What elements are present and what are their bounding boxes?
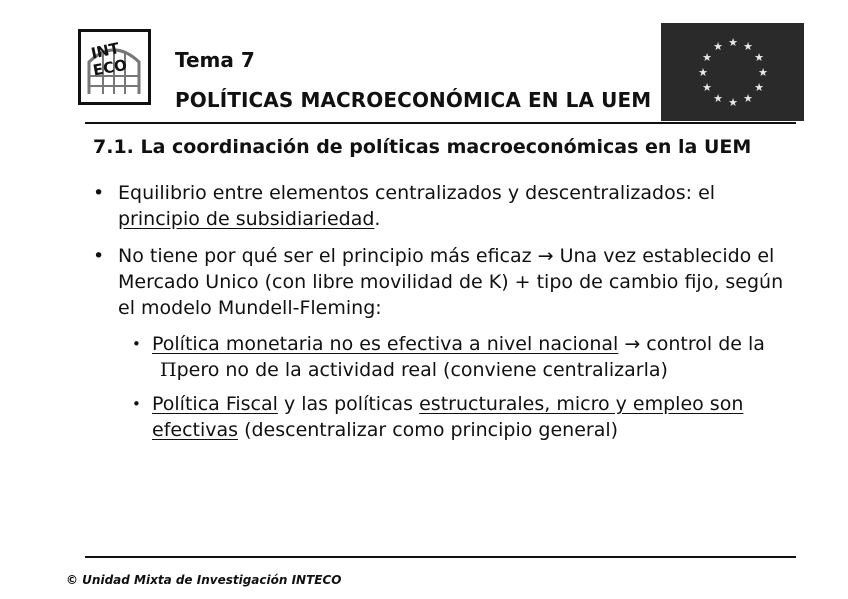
bullet-text: Equilibrio entre elementos centralizados y descentralizados: el <box>118 182 716 204</box>
underlined-term-2: estructurales, micro y empleo son efectivas <box>152 393 744 441</box>
flag-star-icon: ★ <box>702 81 712 94</box>
bullet-text: → control de la <box>618 333 765 355</box>
footer-divider <box>85 556 796 558</box>
flag-star-icon: ★ <box>743 92 753 105</box>
inteco-logo-icon <box>78 29 151 105</box>
header-divider <box>85 122 796 124</box>
bullet-text: No tiene por qué ser el principio más eficaz → Una vez establecido el Mercado Unico (con libre movilidad de K) + tipo de cambio fijo, según el modelo Mundell-Fleming: <box>118 245 784 319</box>
flag-star-icon: ★ <box>728 36 738 49</box>
footer-copyright: © Unidad Mixta de Investigación INTECO <box>66 573 342 587</box>
bullet-text-end: (descentralizar como principio general) <box>238 419 619 441</box>
section-title: 7.1. La coordinación de políticas macroeconómicas en la UEM <box>93 136 752 158</box>
bullet-item-efficiency <box>93 243 793 321</box>
pi-symbol: Π <box>160 359 177 381</box>
bullet-item-subsidiarity <box>93 180 793 232</box>
bullet-marker: • <box>93 245 105 267</box>
bullet-marker: • <box>132 395 141 413</box>
underlined-term: principio de subsidiariedad <box>118 208 375 230</box>
flag-star-icon: ★ <box>702 51 712 64</box>
subbullet-item-fiscal <box>132 391 792 443</box>
page-title: POLÍTICAS MACROECONÓMICA EN LA UEM <box>175 88 652 112</box>
bullet-text-cont: pero no de la actividad real (conviene centralizarla) <box>176 359 668 381</box>
underlined-term: Política monetaria no es efectiva a nivel nacional <box>152 333 619 355</box>
flag-star-icon: ★ <box>743 40 753 53</box>
underlined-term: Política Fiscal <box>152 393 278 415</box>
flag-star-icon: ★ <box>713 40 723 53</box>
subbullet-item-monetary <box>132 331 792 383</box>
logo-text-top: INT <box>89 39 121 63</box>
bullet-text-end: . <box>374 208 381 230</box>
flag-star-icon: ★ <box>728 96 738 109</box>
tema-label: Tema 7 <box>175 48 255 72</box>
logo-text-mid: ECO <box>91 55 129 80</box>
flag-star-icon: ★ <box>713 92 723 105</box>
bullet-marker: • <box>132 335 141 353</box>
flag-star-icon: ★ <box>754 81 764 94</box>
flag-star-icon: ★ <box>754 51 764 64</box>
flag-star-icon: ★ <box>758 66 768 79</box>
bullet-marker: • <box>93 182 105 204</box>
bullet-text: y las políticas <box>277 393 420 415</box>
eu-flag-icon <box>661 23 804 121</box>
flag-star-icon: ★ <box>698 66 708 79</box>
